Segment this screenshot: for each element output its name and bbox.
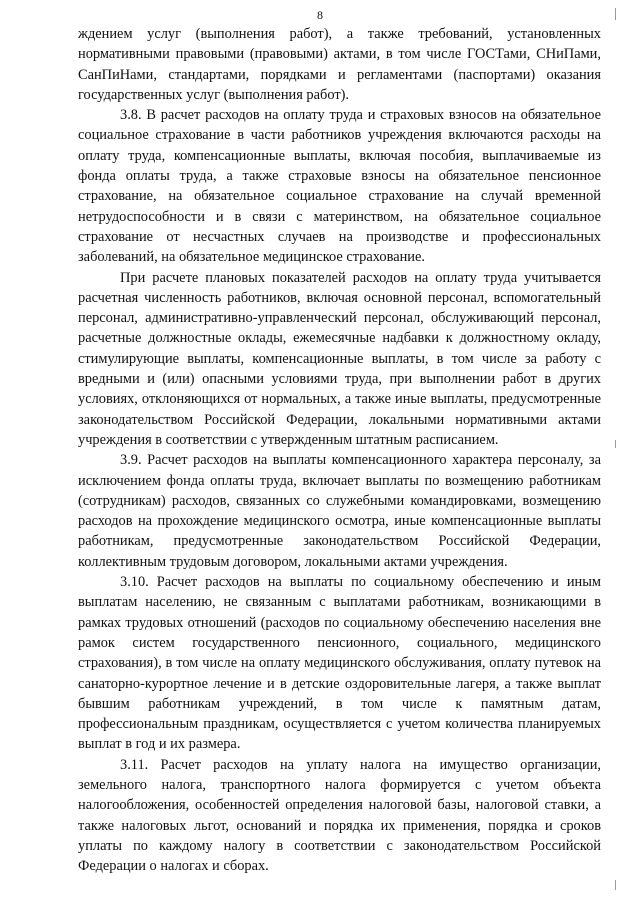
scan-edge-mark <box>615 440 616 448</box>
paragraph-3-10: 3.10. Расчет расходов на выплаты по социальному обеспечению и иным выплатам населению, не связанным с выплатами работникам, возникающими в рамках трудовых отношений (расходов по социальному обеспечению населения вне рамок систем государственного пенсионного, социального, медицинского страхования), в том числе на оплату медицинского обслуживания, оплату путевок на санаторно-курортное лечение и в детские оздоровительные лагеря, а также выплат бывшим работникам учреждений, в том числе к памятным датам, профессиональным праздникам, осуществляется с учетом количества планируемых выплат в год и их размера. <box>78 574 601 753</box>
scan-edge-mark <box>615 880 616 890</box>
page-number: 8 <box>317 8 323 22</box>
scan-edge-mark <box>615 8 616 20</box>
paragraph-3-8: 3.8. В расчет расходов на оплату труда и страховых взносов на обязательное социальное страхование в части работников учреждения включаются расходы на оплату труда, компенсационные выплаты, включая пособия, выплачиваемые из фонда оплаты труда, а также страховые взносы на обязательное пенсионное страхование, на обязательное социальное страхование на случай временной нетрудоспособности и в связи с материнством, на обязательное социальное страхование от несчастных случаев на производстве и профессиональных заболеваний, на обязательное медицинское страхование. <box>78 107 601 266</box>
paragraph-planned-indicators: При расчете плановых показателей расходов на оплату труда учитывается расчетная численность работников, включая основной персонал, вспомогательный персонал, административно-управленческий персонал, обслуживающий персонал, расчетные должностные оклады, ежемесячные надбавки к должностному окладу, стимулирующие выплаты, компенсационные выплаты, в том числе за работу с вредными и (или) опасными условиями труда, при выполнении работ в других условиях, отклоняющихся от нормальных, а также иные выплаты, предусмотренные законодательством Российской Федерации, локальными нормативными актами учреждения в соответствии с утвержденным штатным расписанием. <box>78 269 601 448</box>
paragraph-3-11: 3.11. Расчет расходов на уплату налога на имущество организации, земельного налога, транспортного налога формируется с учетом объекта налогообложения, особенностей определения налоговой базы, налоговой ставки, а также налоговых льгот, оснований и порядка их применения, порядка и сроков уплаты по каждому налогу в соответствии с законодательством Российской Федерации о налогах и сборах. <box>78 756 601 875</box>
paragraph-3-9: 3.9. Расчет расходов на выплаты компенсационного характера персоналу, за исключением фонда оплаты труда, включает выплаты по возмещению работникам (сотрудникам) расходов, связанных со служебными командировками, возмещению расходов на прохождение медицинского осмотра, иные компенсационные выплаты работникам, предусмотренные законодательством Российской Федерации, коллективным трудовым договором, локальными актами учреждения. <box>78 452 601 570</box>
paragraph-continuation: ждением услуг (выполнения работ), а также требований, установленных нормативными правовыми (правовыми) актами, в том числе ГОСТами, СНиПами, СанПиНами, стандартами, порядками и регламентами (паспортами) оказания государственных услуг (выполнения работ). <box>78 26 601 103</box>
document-body <box>78 24 601 876</box>
